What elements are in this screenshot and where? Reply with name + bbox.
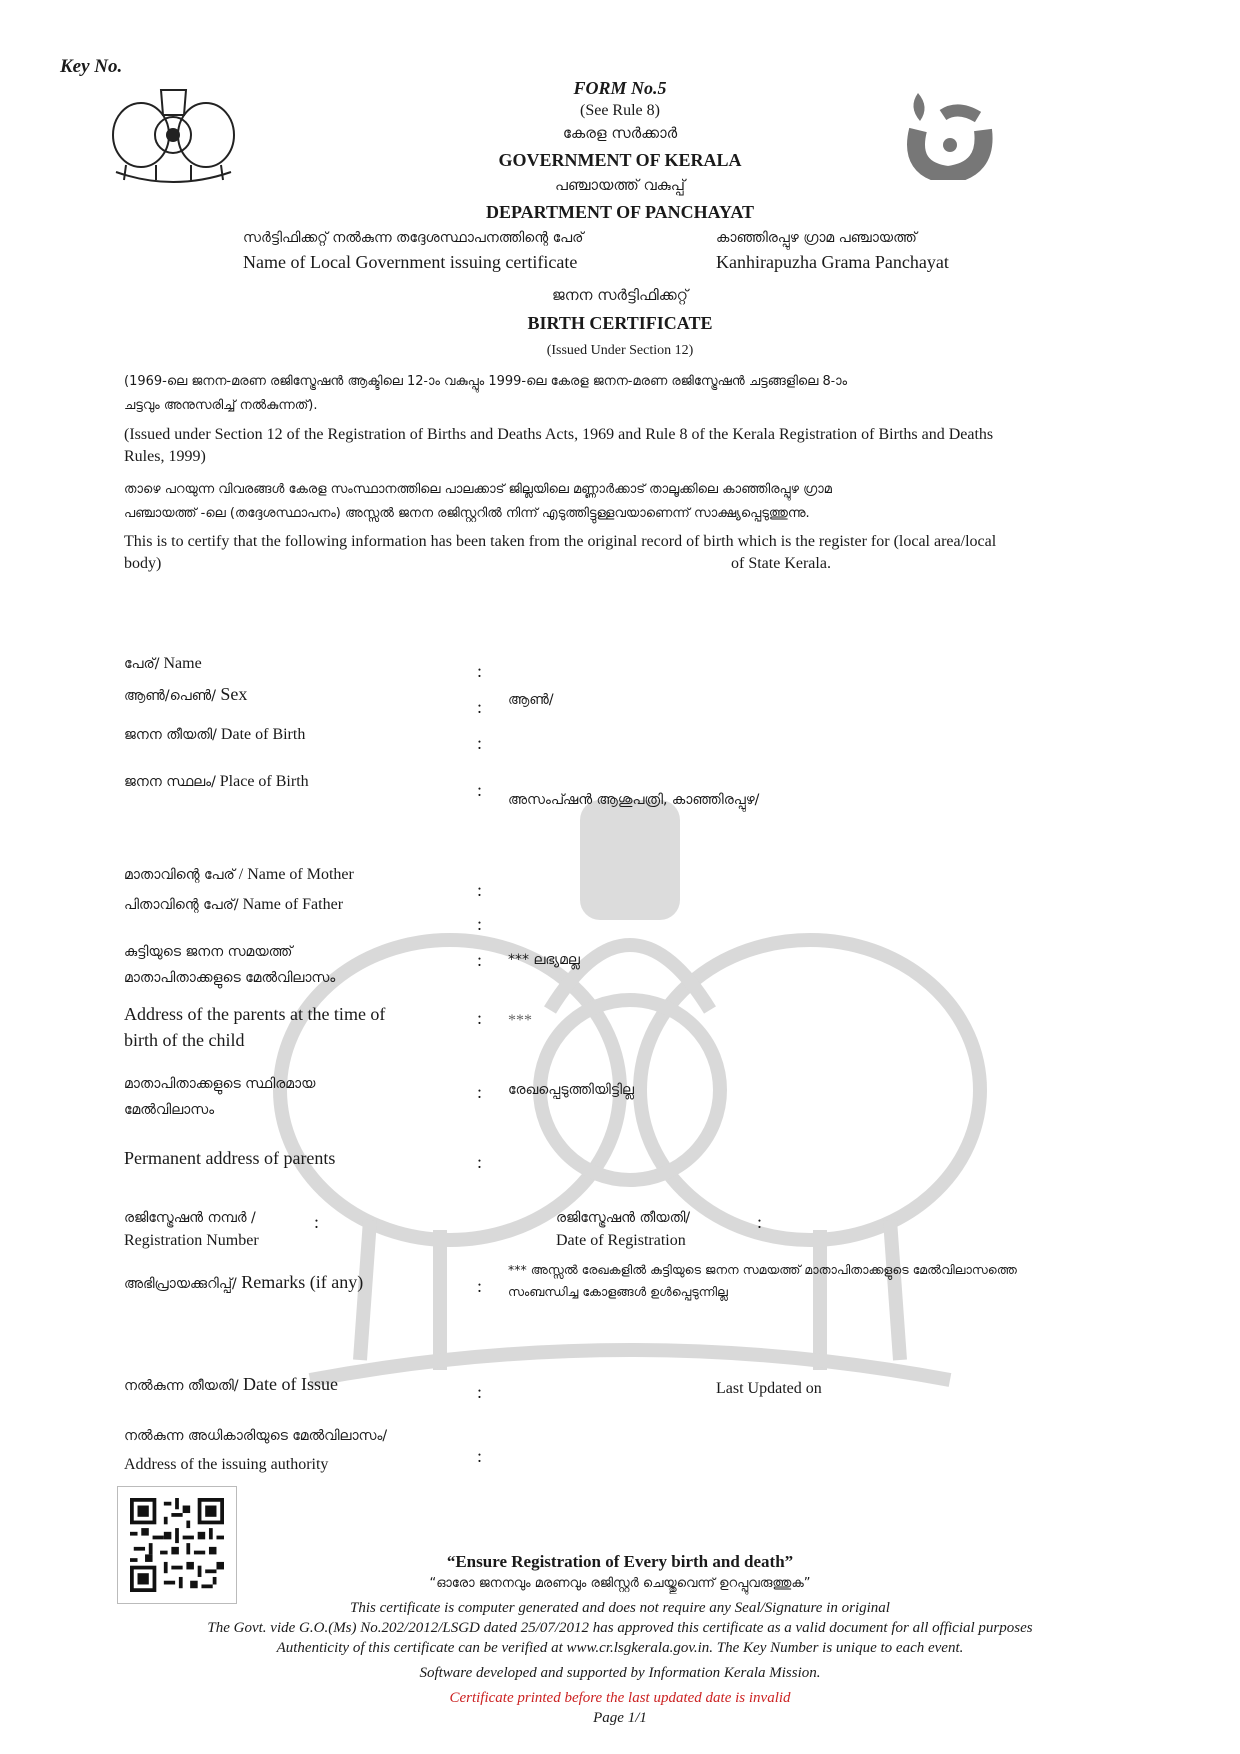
certify-en-line2: body) xyxy=(124,555,162,572)
local-gov-label-en: Name of Local Government issuing certificate xyxy=(243,252,578,272)
page-number: Page 1/1 xyxy=(593,1710,647,1726)
intro-ml-line1: (1969-ലെ ജനന-മരണ രജിസ്ട്രേഷൻ ആക്ടിലെ 12-ാം വകുപ്പും 1999-ലെ കേരള ജനന-മരണ രജിസ്ട്രേഷൻ ചട്ടങ്ങളിലെ 8-ാം xyxy=(124,374,848,389)
registration-date-label-en: Date of Registration xyxy=(556,1232,686,1249)
father-label: പിതാവിന്റെ പേര്/ Name of Father xyxy=(124,896,344,913)
issuing-authority-label-en: Address of the issuing authority xyxy=(124,1456,329,1473)
registration-number-label-ml: രജിസ്ട്രേഷൻ നമ്പർ / xyxy=(124,1210,256,1226)
addr-at-birth-value-ml: *** ലഭ്യമല്ല xyxy=(508,952,580,968)
see-rule: (See Rule 8) xyxy=(580,102,660,119)
certify-ml-line2: പഞ്ചായത്ത് -ലെ (തദ്ദേശസ്ഥാപനം) അസ്സൽ ജനന രജിസ്റ്ററിൽ നിന്ന് എടുത്തിട്ടുള്ളവയാണെന്ന് സാക്ഷ്യപ്പെടുത്തുന്നു. xyxy=(124,506,810,521)
footer-computer-generated: This certificate is computer generated and does not require any Seal/Signature in original xyxy=(350,1600,890,1616)
local-gov-value-ml: കാഞ്ഞിരപ്പുഴ ഗ്രാമ പഞ്ചായത്ത് xyxy=(716,230,917,246)
permanent-address-label-ml2: മേൽവിലാസം xyxy=(124,1102,215,1118)
certify-en-state: of State Kerala. xyxy=(731,555,831,572)
name-label: പേര്/ Name xyxy=(124,655,202,672)
permanent-address-colon-en: : xyxy=(477,1152,483,1172)
addr-at-birth-colon-en: : xyxy=(477,1008,483,1028)
department-en: DEPARTMENT OF PANCHAYAT xyxy=(485,202,755,222)
date-of-issue-colon: : xyxy=(477,1382,483,1402)
remarks-colon: : xyxy=(477,1276,483,1296)
certificate-title-ml: ജനന സർട്ടിഫിക്കറ്റ് xyxy=(551,286,689,304)
father-colon: : xyxy=(477,914,483,934)
government-ml: കേരള സർക്കാർ xyxy=(562,124,678,142)
intro-ml-line2: ചട്ടവും അനുസരിച്ച് നൽകുന്നത്). xyxy=(124,398,318,413)
last-updated-label: Last Updated on xyxy=(716,1380,822,1397)
addr-at-birth-label-en2: birth of the child xyxy=(124,1030,245,1050)
footer-govt-order: The Govt. vide G.O.(Ms) No.202/2012/LSGD dated 25/07/2012 has approved this certificate as a valid document for all official purposes xyxy=(207,1620,1033,1636)
mother-colon: : xyxy=(477,880,483,900)
qr-code-icon xyxy=(130,1497,224,1593)
slogan-ml: “ഓരോ ജനനവും മരണവും രജിസ്റ്റർ ചെയ്തുവെന്ന് ഉറപ്പുവരുത്തുക” xyxy=(429,1576,811,1591)
permanent-address-label-ml1: മാതാപിതാക്കളുടെ സ്ഥിരമായ xyxy=(124,1076,316,1092)
certify-ml-line1: താഴെ പറയുന്ന വിവരങ്ങൾ കേരള സംസ്ഥാനത്തിലെ പാലക്കാട് ജില്ലയിലെ മണ്ണാർക്കാട് താലൂക്കിലെ കാഞ്ഞിരപ്പുഴ ഗ്രാമ xyxy=(124,482,832,497)
date-of-issue-label: നൽകുന്ന തീയതി/ Date of Issue xyxy=(124,1374,338,1394)
local-gov-label-ml: സർട്ടിഫിക്കറ്റ് നൽകുന്ന തദ്ദേശസ്ഥാപനത്തിന്റെ പേര് xyxy=(243,230,584,246)
intro-en-line1: (Issued under Section 12 of the Registration of Births and Deaths Acts, 1969 and Rule 8 of the Kerala Registration of Births and Deaths xyxy=(124,426,994,443)
pob-label: ജനന സ്ഥലം/ Place of Birth xyxy=(124,773,309,790)
addr-at-birth-label-ml1: കുട്ടിയുടെ ജനന സമയത്ത് xyxy=(124,944,293,960)
addr-at-birth-label-en1: Address of the parents at the time of xyxy=(124,1004,386,1024)
footer-software: Software developed and supported by Information Kerala Mission. xyxy=(419,1665,821,1681)
sex-label: ആൺ/പെൺ/ Sex xyxy=(124,684,248,704)
emblem-watermark xyxy=(250,760,1010,1400)
permanent-address-colon-ml: : xyxy=(477,1082,483,1102)
issuing-authority-colon: : xyxy=(477,1446,483,1466)
local-gov-value-en: Kanhirapuzha Grama Panchayat xyxy=(716,252,949,272)
department-ml: പഞ്ചായത്ത് വകുപ്പ് xyxy=(555,176,685,194)
name-colon: : xyxy=(477,661,483,681)
issued-under-section: (Issued Under Section 12) xyxy=(546,343,694,358)
certificate-title-en: BIRTH CERTIFICATE xyxy=(527,313,713,333)
certify-en-line1: This is to certify that the following information has been taken from the original record of birth which is the register for (local area/local xyxy=(124,533,997,550)
qr-code-frame xyxy=(117,1486,237,1604)
sex-colon: : xyxy=(477,697,483,717)
pob-colon: : xyxy=(477,780,483,800)
intro-en-line2: Rules, 1999) xyxy=(124,448,206,465)
kerala-emblem xyxy=(106,80,241,185)
addr-at-birth-label-ml2: മാതാപിതാക്കളുടെ മേൽവിലാസം xyxy=(124,970,336,986)
dob-colon: : xyxy=(477,733,483,753)
registration-date-label-ml: രജിസ്ട്രേഷൻ തീയതി/ xyxy=(556,1210,691,1226)
registration-date-colon: : xyxy=(757,1212,763,1232)
issuing-authority-label-ml: നൽകുന്ന അധികാരിയുടെ മേൽവിലാസം/ xyxy=(124,1428,388,1444)
dob-label: ജനന തീയതി/ Date of Birth xyxy=(124,726,306,743)
mother-label: മാതാവിന്റെ പേര് / Name of Mother xyxy=(124,866,354,883)
remarks-label: അഭിപ്രായക്കുറിപ്പ്/ Remarks (if any) xyxy=(124,1272,364,1292)
remarks-value-line1: *** അസ്സൽ രേഖകളിൽ കുട്ടിയുടെ ജനന സമയത്ത് മാതാപിതാക്കളുടെ മേൽവിലാസത്തെ xyxy=(508,1262,1017,1277)
footer-warning: Certificate printed before the last updated date is invalid xyxy=(449,1690,791,1706)
panchayat-logo xyxy=(898,85,1003,180)
sex-value: ആൺ/ xyxy=(508,692,554,708)
permanent-address-value-ml: രേഖപ്പെടുത്തിയിട്ടില്ല xyxy=(508,1082,634,1098)
form-number: FORM No.5 xyxy=(573,78,667,98)
slogan-en: “Ensure Registration of Every birth and death” xyxy=(446,1552,794,1571)
registration-number-colon: : xyxy=(314,1212,320,1232)
remarks-value-line2: സംബന്ധിച്ച കോളങ്ങൾ ഉൾപ്പെടുന്നില്ല xyxy=(508,1284,728,1299)
government-en: GOVERNMENT OF KERALA xyxy=(498,150,742,170)
permanent-address-label-en: Permanent address of parents xyxy=(124,1148,336,1168)
addr-at-birth-value-en: *** xyxy=(508,1012,532,1029)
addr-at-birth-colon-ml: : xyxy=(477,950,483,970)
key-no-label: Key No. xyxy=(60,56,123,77)
footer-authenticity: Authenticity of this certificate can be verified at www.cr.lsgkerala.gov.in. The Key Number is unique to each event. xyxy=(276,1640,964,1656)
registration-number-label-en: Registration Number xyxy=(124,1232,259,1249)
pob-value: അസംപ്ഷൻ ആശുപത്രി, കാഞ്ഞിരപ്പുഴ/ xyxy=(508,792,760,808)
